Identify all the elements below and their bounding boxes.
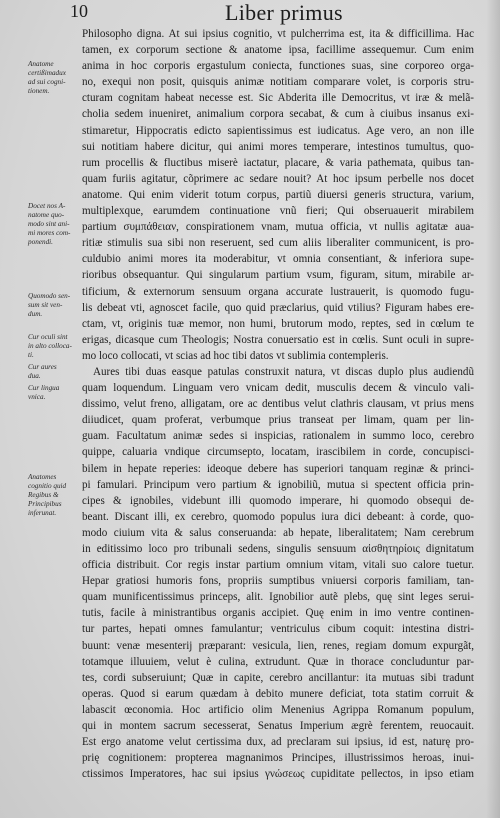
margin-note-sensus	[28, 292, 80, 319]
text-line: stimaretur, Hippocratis edicto sapientissimus est iudicatus. Age vero, an non ille	[82, 124, 474, 137]
text-line: totamque illuuiem, velut è culina, extrudunt. Quæ in thorace concluduntur par-	[82, 655, 474, 668]
text-line: Aures tibi duas easque patulas construxit natura, vt discas duplo plus audiendũ	[93, 365, 474, 378]
text-line: multiplexque, earumdem continuatione vnũ fieri; Qui obseruauerit mirabilem	[82, 205, 474, 218]
text-line: dissimo, velut freno, alligatam, ore ac dentibus velut clathris clausam, vt prius mens	[82, 398, 474, 411]
margin-note-oculi	[28, 333, 80, 360]
text-line: rioribus obsequantur. Qui singularum partium vsum, figuram, situm, mirabile ar-	[82, 269, 474, 282]
margin-note-line: Cur oculi sint	[28, 333, 68, 341]
margin-note-lingua	[28, 384, 80, 402]
text-line: beant. Discant illi, ex cerebro, quomodo populus iura dici debeant: à corde, quo-	[82, 510, 474, 523]
text-line: no, exequi non posit, quisquis animæ notitiam comparare volet, is corporis stru-	[82, 76, 474, 89]
margin-note-line: Cur lingua	[28, 384, 60, 392]
margin-note-line: in alto colloca-	[28, 342, 72, 350]
margin-note-line: Anatomes	[28, 473, 57, 481]
margin-note-line: Cur aures	[28, 363, 57, 371]
text-line: partium συμπάθειαν, conspirationem vnam, mutua officia, vt nullis agitatæ aua-	[82, 221, 474, 234]
text-line: diiudicet, quam proferat, verbumque prius transeat per limam, quam per lin-	[82, 414, 474, 427]
margin-note-line: dum.	[28, 310, 43, 318]
text-line: buunt: venæ mesenterij præparant: vesicula, lien, renes, regiam domum expurgãt,	[82, 639, 474, 652]
gutter-shadow	[486, 0, 500, 818]
text-line: rum procellis & fluctibus miserè iactatur, placare, & varia pathemata, quibus tan-	[82, 156, 474, 169]
margin-note-line: Regibus &	[28, 491, 59, 499]
margin-note-line: Quomodo sen-	[28, 292, 71, 300]
text-line: quam furiis agitatur, cõprimere ac sedare nouit? At hoc ipsum perbelle nos docet	[82, 172, 474, 185]
text-line: operas. Quod si earum quædam à debito munere deficiat, tota statim corruit &	[82, 687, 474, 700]
text-line: anatome. Qui enim viderit totum corpus, partiũ diuersi generis structura, varium,	[82, 188, 474, 201]
margin-note-line: Principibus	[28, 500, 62, 508]
text-line: ctam, vt, originis tuæ memor, non humi, brutorum modo, reptes, sed in cœlum te	[82, 317, 474, 330]
margin-note-line: modo sint ani-	[28, 220, 70, 228]
margin-note-regibus	[28, 473, 80, 518]
text-line: cipes & ignobiles, videbunt illi quomodo imperare, hi quomodo obsequi de-	[82, 494, 474, 507]
margin-note-line: Docet nos A-	[28, 202, 66, 210]
margin-note-line: vnica.	[28, 393, 46, 401]
text-line: lis debeat vti, agnoscet facile, quo quid præclarius, quid vtilius? Figuram habes ere-	[82, 301, 474, 314]
text-line: modo ciuium vita & salus conseruanda: ab hepate, liberalitatem; Nam cerebrum	[82, 526, 474, 539]
margin-note-line: dua.	[28, 372, 41, 380]
text-line: mo loco collocati, vt scias ad hoc tibi datos vt sublimia contempleris.	[82, 349, 389, 362]
margin-note-line: certißimadux	[28, 69, 66, 77]
text-line: culdubio animi mores ita moderabitur, vt omnia consentiant, & inferiora supe-	[82, 253, 474, 266]
margin-note-line: cognitio quid	[28, 482, 67, 490]
margin-note-line: inferunat.	[28, 509, 57, 517]
text-line: prię cognitionem: propterea magnanimos Principes, illustrissimos heroas, inui-	[82, 752, 474, 765]
text-line: officia distribuit. Cor regis instar partium omnium vitam, vitali suo calore tuetur.	[82, 559, 474, 572]
margin-note-line: sum sit ven-	[28, 301, 63, 309]
text-line: bilem in hepate reperies: ideoque debere has superiori tanquam reginæ & princi-	[82, 462, 474, 475]
margin-note-line: tionem.	[28, 87, 50, 95]
body-text	[82, 26, 474, 782]
margin-note-aures	[28, 363, 80, 381]
margin-note-line: mi mores com-	[28, 229, 71, 237]
text-line: quam munificentissimus princeps, alit. Ignobilior autẽ plebs, quę sint leges serui-	[82, 591, 474, 604]
text-line: labascit œconomia. Hoc artificio olim Menenius Agrippa Romanum populum,	[82, 703, 474, 716]
text-line: cholia sedem inueniret, animalium corpora secabat, & cum à ciuibus insanus exi-	[82, 108, 474, 121]
text-line: pi famulari. Principum vero partium & ignobiliũ, mutua si spectent officia prin-	[82, 478, 474, 491]
text-line: tificium, & externorum sensuum organa accurate lustrauerit, is quomodo fugu-	[82, 285, 474, 298]
text-line: in editissimo loco pro tribunali sedens, singulis sensuum αἰσθητηρίοις dignitatum	[82, 543, 474, 555]
text-line: cturam cognitam habeat necesse est. Sic Abderita ille Democritus, vt iræ & melã-	[82, 92, 474, 105]
text-line: Est ergo anatome velut certissima dux, ad preclaram sui ipsius, id est, naturę pro-	[82, 736, 474, 749]
text-line: quippe, caluaria vndique circumsepto, locatam, irascibilem in corde, concupisci-	[82, 446, 474, 459]
margin-note-line: ad sui cogni-	[28, 78, 66, 86]
margin-note-line: natome quo-	[28, 211, 65, 219]
running-head: Liber primus	[225, 0, 343, 25]
text-line: tur partes, hepati omnes famulantur; ventriculus cibum coquit: intestina distri-	[82, 623, 474, 636]
text-line: ctissimos Imperatores, hac sui ipsius γνώσεως cupiditate pellectos, in ipso etiam	[82, 768, 474, 781]
margin-note-mores	[28, 202, 80, 247]
text-line: tutis, facile à ministrantibus organis accipiet. Quę enim in imo ventre continen-	[82, 607, 474, 620]
text-line: erigas, dicasque cum Theologis; Nostra conuersatio est in cœlis. Sunt oculi in supre-	[82, 333, 474, 346]
text-line: Philosopho digna. At sui ipsius cognitio, vt pulcherrima est, ita & difficillima. Hac	[82, 28, 474, 40]
text-line: sui notitiam habere dicitur, qui animi mores temperare, intestinos tumultus, quo-	[82, 140, 474, 153]
page-number: 10	[70, 1, 88, 21]
text-line: tamen, ex corporum sectione & anatome ipsa, facillime assequemur. Cum enim	[82, 44, 474, 57]
text-line: quam loquendum. Linguam vero vnicam dedit, musculis decem & vinculo vali-	[82, 382, 474, 395]
text-line: Hepar gratiosi humoris fons, propriis sumptibus vniuersi corporis familiam, tan-	[82, 575, 474, 588]
margin-note-anatome-dux	[28, 60, 80, 96]
text-line: anima in hoc corporis ergastulum coniecta, functiones suas, sine corporeo orga-	[82, 60, 474, 73]
text-line: ritiæ stimulis sua sibi non reseruent, sed cum aliis liberaliter communicent, is pro-	[82, 237, 474, 250]
text-line: guam. Facultatum animæ sedes si inspicias, rationalem in summo loco, cerebro	[82, 430, 474, 443]
margin-note-line: ti.	[28, 351, 34, 359]
text-line: qui in montem sacrum secesserat, Senatus Imperium ægrè ferentem, reuocauit.	[82, 720, 474, 733]
margin-note-line: Anatome	[28, 60, 54, 68]
text-line: tes, cordi subseruiunt; Quæ in capite, cerebro ancillantur: ita mutuas sibi tradunt	[82, 671, 474, 684]
margin-note-line: ponendi.	[28, 238, 53, 246]
